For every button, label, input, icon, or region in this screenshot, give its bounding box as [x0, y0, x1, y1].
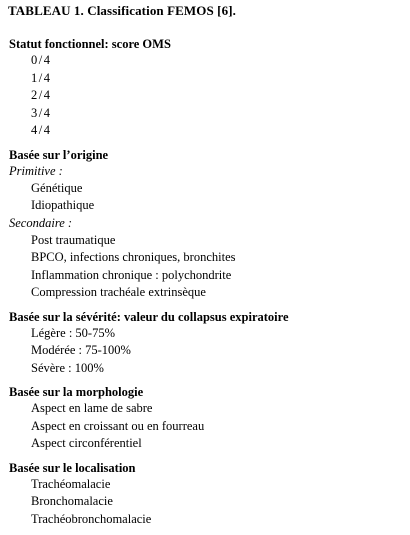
list-item: Sévère : 100%	[31, 360, 104, 375]
list-item: Aspect en lame de sabre	[31, 401, 153, 415]
section-morphology	[0, 384, 410, 453]
list-item: 1/4	[31, 70, 52, 85]
list-item: Compression trachéale extrinsèque	[31, 285, 206, 299]
list-item: Modérée : 75-100%	[31, 343, 131, 357]
list-item: Aspect circonférentiel	[31, 436, 142, 450]
list-item: Idiopathique	[31, 198, 95, 212]
list-item: Légère : 50-75%	[31, 325, 115, 340]
classification-sections	[0, 36, 410, 535]
section-severity	[0, 309, 410, 378]
section-origin	[0, 147, 410, 302]
list-item: Trachéobronchomalacie	[31, 511, 152, 526]
section-heading: Basée sur l’origine	[9, 147, 109, 162]
list-item: Aspect en croissant ou en fourreau	[31, 418, 205, 433]
list-item: Génétique	[31, 180, 83, 195]
list-item: BPCO, infections chroniques, bronchites	[31, 250, 236, 264]
list-item: 2/4	[31, 88, 52, 102]
list-item: 3/4	[31, 105, 52, 120]
table-title: TABLEAU 1. Classification FEMOS [6].	[8, 3, 236, 18]
list-item: Trachéomalacie	[31, 476, 111, 491]
section-heading: Statut fonctionnel: score OMS	[9, 37, 171, 51]
list-item: Inflammation chronique : polychondrite	[31, 267, 232, 282]
section-functional-status	[0, 36, 410, 140]
list-item: 4/4	[31, 123, 52, 137]
section-heading: Basée sur la morphologie	[9, 385, 144, 399]
section-heading: Basée sur le localisation	[9, 460, 136, 475]
list-item: Post traumatique	[31, 232, 116, 247]
section-localisation	[0, 460, 410, 529]
group-label-primitive: Primitive :	[9, 163, 63, 178]
section-heading: Basée sur la sévérité: valeur du collapsus expiratoire	[9, 309, 289, 324]
list-item: Bronchomalacie	[31, 494, 113, 508]
group-label-secondary: Secondaire :	[9, 215, 73, 230]
list-item: 0/4	[31, 53, 52, 67]
